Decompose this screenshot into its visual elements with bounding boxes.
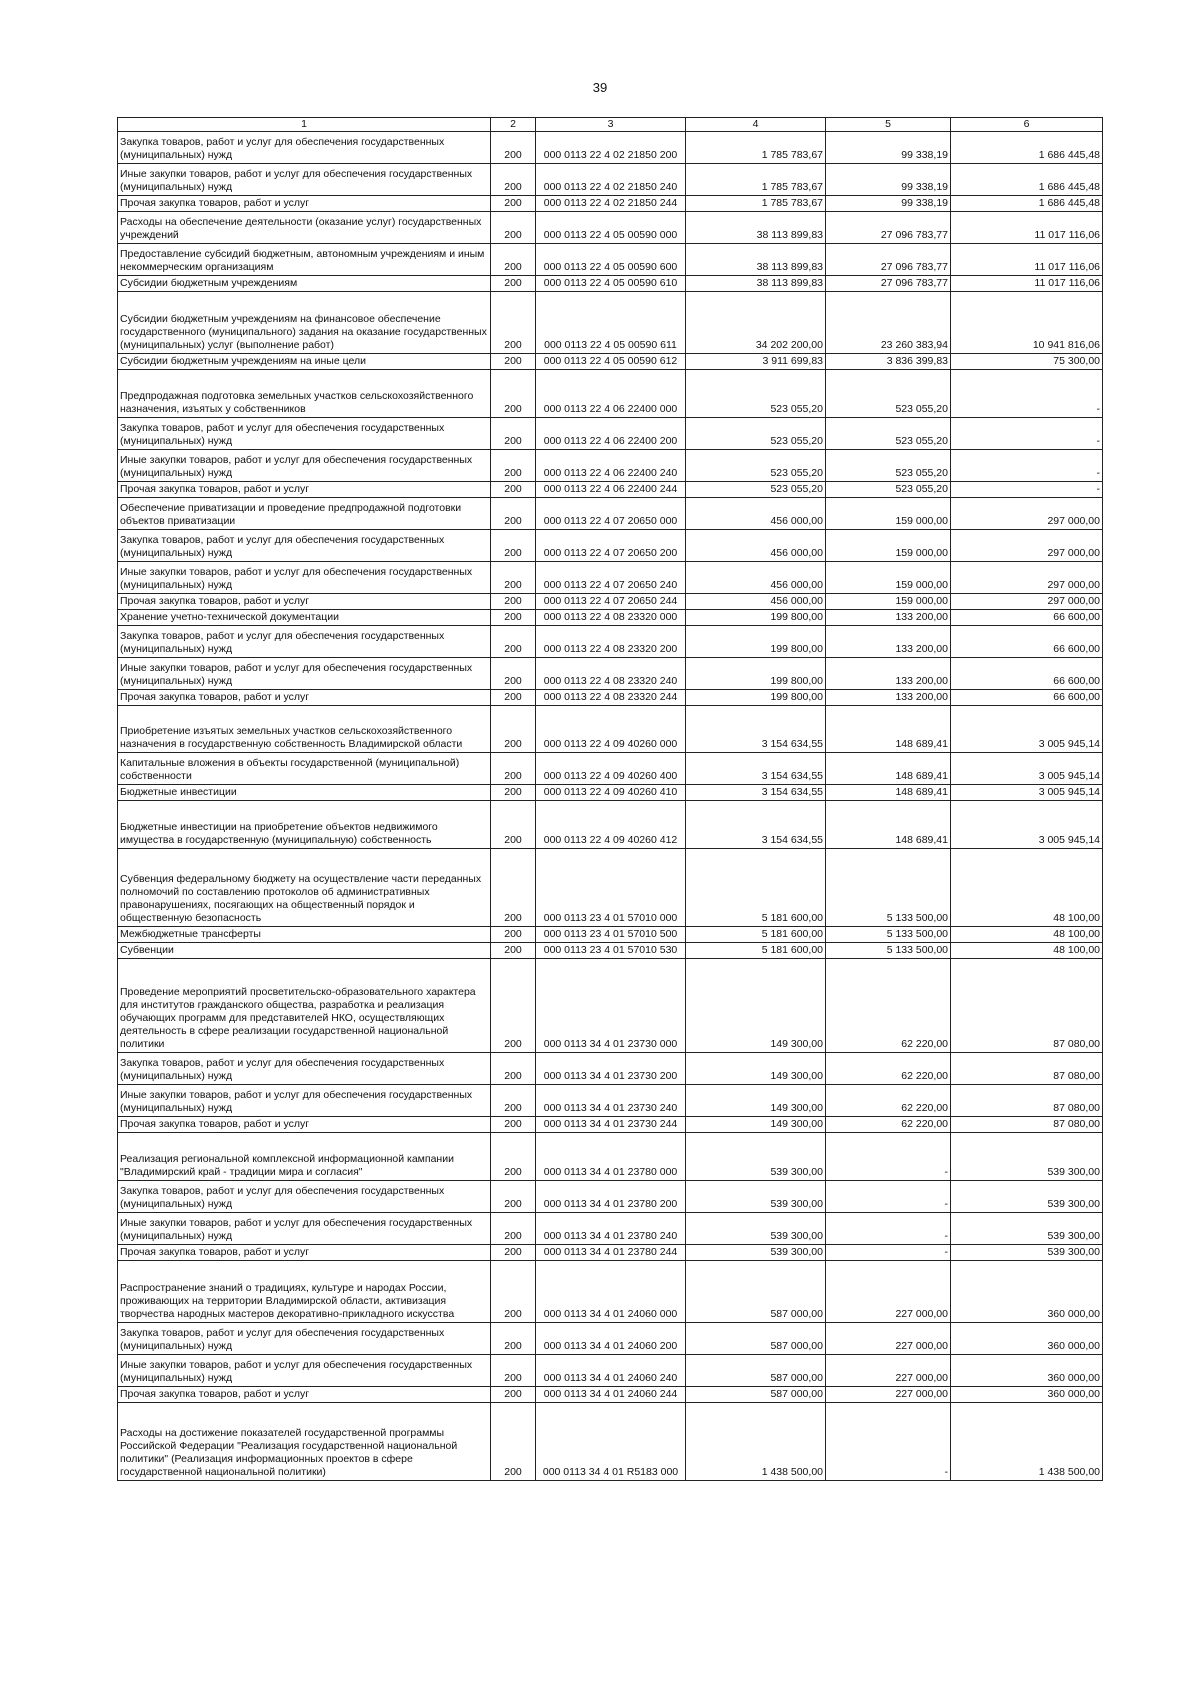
row-name: Капитальные вложения в объекты государственной (муниципальной) собственности: [118, 753, 491, 785]
row-executed-amount: 99 338,19: [826, 132, 951, 164]
row-planned-amount: 587 000,00: [686, 1323, 826, 1355]
table-row: [118, 1261, 1103, 1323]
row-name: Прочая закупка товаров, работ и услуг: [118, 690, 491, 706]
row-admin-code: 200: [491, 292, 536, 354]
row-planned-amount: 1 785 783,67: [686, 196, 826, 212]
table-row: [118, 562, 1103, 594]
row-executed-amount: -: [826, 1245, 951, 1261]
row-name: Субсидии бюджетным учреждениям: [118, 276, 491, 292]
row-executed-amount: 523 055,20: [826, 418, 951, 450]
row-name: Закупка товаров, работ и услуг для обеспечения государственных (муниципальных) нужд: [118, 1053, 491, 1085]
row-name: Закупка товаров, работ и услуг для обеспечения государственных (муниципальных) нужд: [118, 1181, 491, 1213]
row-budget-code: 000 0113 34 4 01 23780 000: [536, 1133, 686, 1181]
row-name: Расходы на достижение показателей государственной программы Российской Федерации "Реализация государственной национальной политики" (Реализация информационных проектов в сфере государственной национальной политики): [118, 1403, 491, 1481]
column-number-2: 2: [491, 118, 536, 132]
row-planned-amount: 5 181 600,00: [686, 927, 826, 943]
row-budget-code: 000 0113 34 4 01 23780 244: [536, 1245, 686, 1261]
row-executed-amount: -: [826, 1181, 951, 1213]
table-row: [118, 164, 1103, 196]
row-unexecuted-amount: 48 100,00: [951, 927, 1103, 943]
table-row: [118, 276, 1103, 292]
row-admin-code: 200: [491, 276, 536, 292]
row-planned-amount: 539 300,00: [686, 1181, 826, 1213]
row-executed-amount: 3 836 399,83: [826, 354, 951, 370]
row-name: Хранение учетно-технической документации: [118, 610, 491, 626]
row-name: Прочая закупка товаров, работ и услуг: [118, 482, 491, 498]
row-executed-amount: 148 689,41: [826, 801, 951, 849]
row-planned-amount: 38 113 899,83: [686, 244, 826, 276]
row-executed-amount: 133 200,00: [826, 626, 951, 658]
row-unexecuted-amount: 297 000,00: [951, 594, 1103, 610]
row-admin-code: 200: [491, 1213, 536, 1245]
row-planned-amount: 34 202 200,00: [686, 292, 826, 354]
row-admin-code: 200: [491, 562, 536, 594]
row-unexecuted-amount: 87 080,00: [951, 959, 1103, 1053]
row-name: Иные закупки товаров, работ и услуг для обеспечения государственных (муниципальных) нужд: [118, 658, 491, 690]
row-unexecuted-amount: 66 600,00: [951, 610, 1103, 626]
row-unexecuted-amount: -: [951, 418, 1103, 450]
table-row: [118, 482, 1103, 498]
row-budget-code: 000 0113 34 4 01 R5183 000: [536, 1403, 686, 1481]
row-admin-code: 200: [491, 1133, 536, 1181]
row-admin-code: 200: [491, 530, 536, 562]
row-admin-code: 200: [491, 196, 536, 212]
row-planned-amount: 149 300,00: [686, 1085, 826, 1117]
table-row: [118, 370, 1103, 418]
row-budget-code: 000 0113 22 4 07 20650 200: [536, 530, 686, 562]
row-planned-amount: 199 800,00: [686, 658, 826, 690]
row-planned-amount: 587 000,00: [686, 1261, 826, 1323]
row-admin-code: 200: [491, 658, 536, 690]
row-budget-code: 000 0113 22 4 05 00590 611: [536, 292, 686, 354]
row-unexecuted-amount: 360 000,00: [951, 1261, 1103, 1323]
row-planned-amount: 456 000,00: [686, 594, 826, 610]
table-row: [118, 132, 1103, 164]
table-row: [118, 927, 1103, 943]
table-row: [118, 196, 1103, 212]
row-budget-code: 000 0113 22 4 09 40260 412: [536, 801, 686, 849]
row-executed-amount: 148 689,41: [826, 753, 951, 785]
row-executed-amount: 62 220,00: [826, 959, 951, 1053]
row-name: Субвенция федеральному бюджету на осуществление части переданных полномочий по составлению протоколов об административных правонарушениях, посягающих на общественный порядок и общественную безопасность: [118, 849, 491, 927]
row-executed-amount: 27 096 783,77: [826, 212, 951, 244]
row-budget-code: 000 0113 22 4 06 22400 244: [536, 482, 686, 498]
row-budget-code: 000 0113 34 4 01 24060 244: [536, 1387, 686, 1403]
row-executed-amount: 227 000,00: [826, 1261, 951, 1323]
row-executed-amount: -: [826, 1133, 951, 1181]
row-admin-code: 200: [491, 1403, 536, 1481]
row-executed-amount: 159 000,00: [826, 530, 951, 562]
row-executed-amount: 62 220,00: [826, 1085, 951, 1117]
row-planned-amount: 1 438 500,00: [686, 1403, 826, 1481]
table-row: [118, 418, 1103, 450]
row-executed-amount: 133 200,00: [826, 658, 951, 690]
row-name: Реализация региональной комплексной информационной кампании "Владимирский край - традиции мира и согласия": [118, 1133, 491, 1181]
row-admin-code: 200: [491, 1387, 536, 1403]
row-budget-code: 000 0113 22 4 02 21850 240: [536, 164, 686, 196]
row-executed-amount: 62 220,00: [826, 1053, 951, 1085]
row-budget-code: 000 0113 34 4 01 23730 244: [536, 1117, 686, 1133]
row-budget-code: 000 0113 22 4 07 20650 244: [536, 594, 686, 610]
row-planned-amount: 5 181 600,00: [686, 849, 826, 927]
row-unexecuted-amount: 1 686 445,48: [951, 132, 1103, 164]
row-name: Иные закупки товаров, работ и услуг для обеспечения государственных (муниципальных) нужд: [118, 450, 491, 482]
row-budget-code: 000 0113 34 4 01 24060 240: [536, 1355, 686, 1387]
table-row: [118, 354, 1103, 370]
row-unexecuted-amount: 1 686 445,48: [951, 196, 1103, 212]
row-admin-code: 200: [491, 753, 536, 785]
row-planned-amount: 3 154 634,55: [686, 801, 826, 849]
budget-table: [117, 117, 1103, 1481]
row-admin-code: 200: [491, 1181, 536, 1213]
row-budget-code: 000 0113 22 4 06 22400 000: [536, 370, 686, 418]
row-name: Предпродажная подготовка земельных участков сельскохозяйственного назначения, изъятых у собственников: [118, 370, 491, 418]
row-unexecuted-amount: 360 000,00: [951, 1387, 1103, 1403]
row-budget-code: 000 0113 22 4 05 00590 610: [536, 276, 686, 292]
row-admin-code: 200: [491, 927, 536, 943]
row-admin-code: 200: [491, 706, 536, 753]
row-budget-code: 000 0113 23 4 01 57010 500: [536, 927, 686, 943]
table-row: [118, 1085, 1103, 1117]
row-budget-code: 000 0113 22 4 02 21850 200: [536, 132, 686, 164]
row-planned-amount: 199 800,00: [686, 610, 826, 626]
row-planned-amount: 523 055,20: [686, 370, 826, 418]
row-executed-amount: -: [826, 1403, 951, 1481]
row-admin-code: 200: [491, 1323, 536, 1355]
row-name: Приобретение изъятых земельных участков сельскохозяйственного назначения в государственную собственность Владимирской области: [118, 706, 491, 753]
row-planned-amount: 3 911 699,83: [686, 354, 826, 370]
table-row: [118, 292, 1103, 354]
table-row: [118, 658, 1103, 690]
table-row: [118, 1355, 1103, 1387]
row-name: Проведение мероприятий просветительско-образовательного характера для институтов гражданского общества, разработка и реализация обучающих программ для представителей НКО, осуществляющих деятельность в сфере реализации государственной национальной политики: [118, 959, 491, 1053]
table-row: [118, 785, 1103, 801]
row-unexecuted-amount: 3 005 945,14: [951, 753, 1103, 785]
row-executed-amount: 523 055,20: [826, 370, 951, 418]
row-admin-code: 200: [491, 610, 536, 626]
row-unexecuted-amount: -: [951, 482, 1103, 498]
row-name: Иные закупки товаров, работ и услуг для обеспечения государственных (муниципальных) нужд: [118, 1355, 491, 1387]
row-name: Обеспечение приватизации и проведение предпродажной подготовки объектов приватизации: [118, 498, 491, 530]
table-row: [118, 1117, 1103, 1133]
table-row: [118, 1181, 1103, 1213]
table-row: [118, 530, 1103, 562]
row-admin-code: 200: [491, 212, 536, 244]
row-planned-amount: 539 300,00: [686, 1213, 826, 1245]
table-row: [118, 1403, 1103, 1481]
row-budget-code: 000 0113 22 4 09 40260 400: [536, 753, 686, 785]
row-unexecuted-amount: 3 005 945,14: [951, 801, 1103, 849]
row-budget-code: 000 0113 22 4 07 20650 240: [536, 562, 686, 594]
table-row: [118, 1133, 1103, 1181]
row-admin-code: 200: [491, 1245, 536, 1261]
row-planned-amount: 539 300,00: [686, 1133, 826, 1181]
row-budget-code: 000 0113 34 4 01 23730 000: [536, 959, 686, 1053]
row-admin-code: 200: [491, 1261, 536, 1323]
table-row: [118, 1213, 1103, 1245]
table-row: [118, 753, 1103, 785]
row-name: Закупка товаров, работ и услуг для обеспечения государственных (муниципальных) нужд: [118, 418, 491, 450]
row-unexecuted-amount: 539 300,00: [951, 1213, 1103, 1245]
row-name: Бюджетные инвестиции на приобретение объектов недвижимого имущества в государственную (муниципальную) собственность: [118, 801, 491, 849]
row-admin-code: 200: [491, 959, 536, 1053]
row-unexecuted-amount: -: [951, 450, 1103, 482]
row-name: Прочая закупка товаров, работ и услуг: [118, 196, 491, 212]
row-budget-code: 000 0113 22 4 05 00590 612: [536, 354, 686, 370]
row-planned-amount: 1 785 783,67: [686, 164, 826, 196]
row-name: Прочая закупка товаров, работ и услуг: [118, 1387, 491, 1403]
row-executed-amount: 523 055,20: [826, 482, 951, 498]
row-planned-amount: 149 300,00: [686, 1053, 826, 1085]
row-unexecuted-amount: 297 000,00: [951, 562, 1103, 594]
row-name: Иные закупки товаров, работ и услуг для обеспечения государственных (муниципальных) нужд: [118, 1213, 491, 1245]
row-name: Иные закупки товаров, работ и услуг для обеспечения государственных (муниципальных) нужд: [118, 562, 491, 594]
row-planned-amount: 149 300,00: [686, 959, 826, 1053]
row-executed-amount: 5 133 500,00: [826, 943, 951, 959]
row-name: Субвенции: [118, 943, 491, 959]
row-name: Прочая закупка товаров, работ и услуг: [118, 594, 491, 610]
row-planned-amount: 523 055,20: [686, 450, 826, 482]
row-budget-code: 000 0113 22 4 08 23320 244: [536, 690, 686, 706]
row-executed-amount: 99 338,19: [826, 196, 951, 212]
row-unexecuted-amount: -: [951, 370, 1103, 418]
row-admin-code: 200: [491, 785, 536, 801]
row-unexecuted-amount: 3 005 945,14: [951, 706, 1103, 753]
row-unexecuted-amount: 66 600,00: [951, 658, 1103, 690]
row-name: Бюджетные инвестиции: [118, 785, 491, 801]
table-row: [118, 610, 1103, 626]
table-row: [118, 801, 1103, 849]
row-budget-code: 000 0113 22 4 02 21850 244: [536, 196, 686, 212]
row-budget-code: 000 0113 23 4 01 57010 530: [536, 943, 686, 959]
row-admin-code: 200: [491, 943, 536, 959]
row-planned-amount: 38 113 899,83: [686, 276, 826, 292]
row-admin-code: 200: [491, 594, 536, 610]
table-row: [118, 1323, 1103, 1355]
row-executed-amount: 523 055,20: [826, 450, 951, 482]
row-executed-amount: 99 338,19: [826, 164, 951, 196]
row-budget-code: 000 0113 34 4 01 23730 200: [536, 1053, 686, 1085]
row-planned-amount: 5 181 600,00: [686, 943, 826, 959]
row-executed-amount: 148 689,41: [826, 706, 951, 753]
row-planned-amount: 587 000,00: [686, 1387, 826, 1403]
table-row: [118, 849, 1103, 927]
row-admin-code: 200: [491, 1355, 536, 1387]
column-number-1: 1: [118, 118, 491, 132]
row-budget-code: 000 0113 34 4 01 23780 240: [536, 1213, 686, 1245]
row-unexecuted-amount: 1 438 500,00: [951, 1403, 1103, 1481]
row-unexecuted-amount: 297 000,00: [951, 530, 1103, 562]
row-executed-amount: 159 000,00: [826, 562, 951, 594]
table-row: [118, 244, 1103, 276]
row-executed-amount: 5 133 500,00: [826, 849, 951, 927]
row-admin-code: 200: [491, 244, 536, 276]
table-row: [118, 498, 1103, 530]
column-number-header-row: [118, 118, 1103, 132]
row-budget-code: 000 0113 23 4 01 57010 000: [536, 849, 686, 927]
row-executed-amount: 27 096 783,77: [826, 244, 951, 276]
row-executed-amount: 23 260 383,94: [826, 292, 951, 354]
row-executed-amount: 159 000,00: [826, 594, 951, 610]
row-name: Закупка товаров, работ и услуг для обеспечения государственных (муниципальных) нужд: [118, 132, 491, 164]
row-admin-code: 200: [491, 450, 536, 482]
column-number-5: 5: [826, 118, 951, 132]
row-budget-code: 000 0113 22 4 09 40260 000: [536, 706, 686, 753]
row-unexecuted-amount: 539 300,00: [951, 1245, 1103, 1261]
table-row: [118, 1053, 1103, 1085]
row-admin-code: 200: [491, 626, 536, 658]
row-name: Закупка товаров, работ и услуг для обеспечения государственных (муниципальных) нужд: [118, 1323, 491, 1355]
row-executed-amount: 133 200,00: [826, 690, 951, 706]
row-executed-amount: 148 689,41: [826, 785, 951, 801]
row-name: Межбюджетные трансферты: [118, 927, 491, 943]
row-admin-code: 200: [491, 370, 536, 418]
table-row: [118, 212, 1103, 244]
row-unexecuted-amount: 87 080,00: [951, 1117, 1103, 1133]
row-planned-amount: 456 000,00: [686, 562, 826, 594]
row-budget-code: 000 0113 34 4 01 24060 000: [536, 1261, 686, 1323]
row-unexecuted-amount: 360 000,00: [951, 1323, 1103, 1355]
row-planned-amount: 523 055,20: [686, 418, 826, 450]
column-number-3: 3: [536, 118, 686, 132]
table-row: [118, 594, 1103, 610]
row-admin-code: 200: [491, 482, 536, 498]
row-executed-amount: 227 000,00: [826, 1387, 951, 1403]
row-unexecuted-amount: 539 300,00: [951, 1133, 1103, 1181]
row-planned-amount: 587 000,00: [686, 1355, 826, 1387]
row-unexecuted-amount: 539 300,00: [951, 1181, 1103, 1213]
row-name: Прочая закупка товаров, работ и услуг: [118, 1117, 491, 1133]
row-budget-code: 000 0113 22 4 06 22400 200: [536, 418, 686, 450]
row-executed-amount: 27 096 783,77: [826, 276, 951, 292]
row-planned-amount: 199 800,00: [686, 690, 826, 706]
row-unexecuted-amount: 3 005 945,14: [951, 785, 1103, 801]
row-executed-amount: 5 133 500,00: [826, 927, 951, 943]
column-number-4: 4: [686, 118, 826, 132]
table-row: [118, 943, 1103, 959]
row-admin-code: 200: [491, 1053, 536, 1085]
row-planned-amount: 456 000,00: [686, 530, 826, 562]
row-name: Предоставление субсидий бюджетным, автономным учреждениям и иным некоммерческим организациям: [118, 244, 491, 276]
row-budget-code: 000 0113 22 4 08 23320 240: [536, 658, 686, 690]
row-unexecuted-amount: 10 941 816,06: [951, 292, 1103, 354]
row-name: Иные закупки товаров, работ и услуг для обеспечения государственных (муниципальных) нужд: [118, 1085, 491, 1117]
row-budget-code: 000 0113 22 4 08 23320 000: [536, 610, 686, 626]
row-planned-amount: 3 154 634,55: [686, 706, 826, 753]
row-planned-amount: 1 785 783,67: [686, 132, 826, 164]
row-admin-code: 200: [491, 164, 536, 196]
row-planned-amount: 523 055,20: [686, 482, 826, 498]
table-row: [118, 690, 1103, 706]
row-unexecuted-amount: 1 686 445,48: [951, 164, 1103, 196]
row-name: Субсидии бюджетным учреждениям на финансовое обеспечение государственного (муниципального) задания на оказание государственных (муниципальных) услуг (выполнение работ): [118, 292, 491, 354]
row-unexecuted-amount: 11 017 116,06: [951, 244, 1103, 276]
row-unexecuted-amount: 66 600,00: [951, 626, 1103, 658]
row-unexecuted-amount: 87 080,00: [951, 1085, 1103, 1117]
row-budget-code: 000 0113 22 4 06 22400 240: [536, 450, 686, 482]
row-unexecuted-amount: 66 600,00: [951, 690, 1103, 706]
row-admin-code: 200: [491, 690, 536, 706]
row-unexecuted-amount: 75 300,00: [951, 354, 1103, 370]
row-admin-code: 200: [491, 801, 536, 849]
row-executed-amount: 227 000,00: [826, 1323, 951, 1355]
row-unexecuted-amount: 48 100,00: [951, 943, 1103, 959]
row-planned-amount: 3 154 634,55: [686, 753, 826, 785]
row-planned-amount: 539 300,00: [686, 1245, 826, 1261]
row-budget-code: 000 0113 22 4 07 20650 000: [536, 498, 686, 530]
row-name: Распространение знаний о традициях, культуре и народах России, проживающих на территории Владимирской области, активизация творчества народных мастеров декоративно-прикладного искусства: [118, 1261, 491, 1323]
row-admin-code: 200: [491, 1085, 536, 1117]
row-admin-code: 200: [491, 849, 536, 927]
row-name: Субсидии бюджетным учреждениям на иные цели: [118, 354, 491, 370]
row-name: Расходы на обеспечение деятельности (оказание услуг) государственных учреждений: [118, 212, 491, 244]
row-name: Закупка товаров, работ и услуг для обеспечения государственных (муниципальных) нужд: [118, 626, 491, 658]
column-number-6: 6: [951, 118, 1103, 132]
row-unexecuted-amount: 11 017 116,06: [951, 212, 1103, 244]
table-row: [118, 1245, 1103, 1261]
row-executed-amount: 227 000,00: [826, 1355, 951, 1387]
row-unexecuted-amount: 11 017 116,06: [951, 276, 1103, 292]
row-admin-code: 200: [491, 418, 536, 450]
table-row: [118, 450, 1103, 482]
row-unexecuted-amount: 87 080,00: [951, 1053, 1103, 1085]
row-planned-amount: 149 300,00: [686, 1117, 826, 1133]
row-unexecuted-amount: 48 100,00: [951, 849, 1103, 927]
row-admin-code: 200: [491, 498, 536, 530]
row-planned-amount: 456 000,00: [686, 498, 826, 530]
row-admin-code: 200: [491, 1117, 536, 1133]
table-row: [118, 959, 1103, 1053]
row-name: Иные закупки товаров, работ и услуг для обеспечения государственных (муниципальных) нужд: [118, 164, 491, 196]
row-unexecuted-amount: 297 000,00: [951, 498, 1103, 530]
row-planned-amount: 3 154 634,55: [686, 785, 826, 801]
row-budget-code: 000 0113 22 4 05 00590 600: [536, 244, 686, 276]
page-number: 39: [592, 80, 608, 95]
row-budget-code: 000 0113 34 4 01 23730 240: [536, 1085, 686, 1117]
table-row: [118, 626, 1103, 658]
row-budget-code: 000 0113 22 4 08 23320 200: [536, 626, 686, 658]
row-budget-code: 000 0113 34 4 01 23780 200: [536, 1181, 686, 1213]
row-planned-amount: 38 113 899,83: [686, 212, 826, 244]
row-budget-code: 000 0113 22 4 09 40260 410: [536, 785, 686, 801]
row-planned-amount: 199 800,00: [686, 626, 826, 658]
row-executed-amount: 62 220,00: [826, 1117, 951, 1133]
table-row: [118, 1387, 1103, 1403]
row-executed-amount: 159 000,00: [826, 498, 951, 530]
row-unexecuted-amount: 360 000,00: [951, 1355, 1103, 1387]
row-executed-amount: 133 200,00: [826, 610, 951, 626]
row-name: Закупка товаров, работ и услуг для обеспечения государственных (муниципальных) нужд: [118, 530, 491, 562]
row-name: Прочая закупка товаров, работ и услуг: [118, 1245, 491, 1261]
row-admin-code: 200: [491, 354, 536, 370]
row-budget-code: 000 0113 22 4 05 00590 000: [536, 212, 686, 244]
row-budget-code: 000 0113 34 4 01 24060 200: [536, 1323, 686, 1355]
row-executed-amount: -: [826, 1213, 951, 1245]
table-row: [118, 706, 1103, 753]
row-admin-code: 200: [491, 132, 536, 164]
